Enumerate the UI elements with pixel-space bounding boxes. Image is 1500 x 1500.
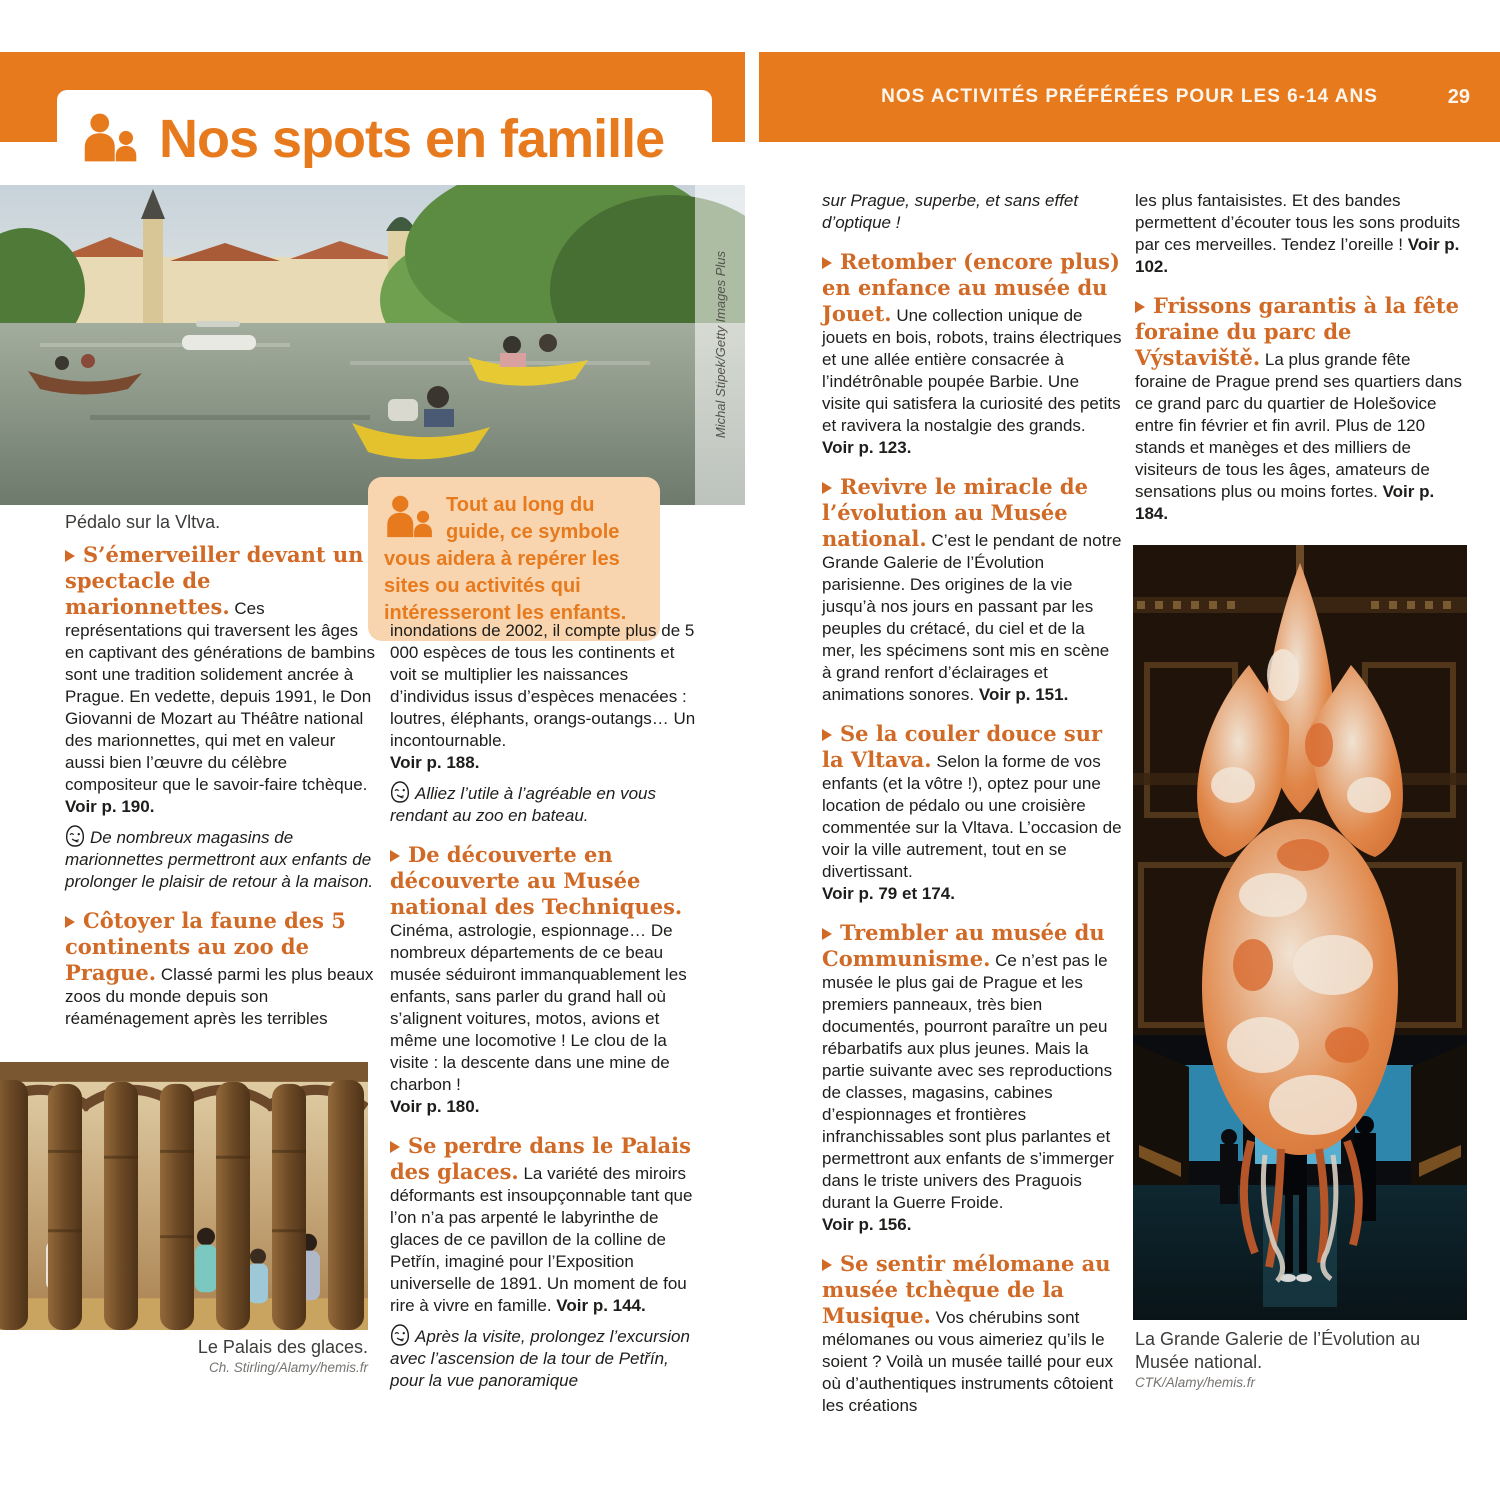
section-body: Classé parmi les plus beaux zoos du monde depuis son réaménagement après les terribles [65,965,374,1028]
kids-symbol-callout [368,477,660,641]
triangle-bullet-icon [1135,301,1145,313]
photo-musee-illustration [1133,545,1467,1320]
section-marionnettes [65,542,378,796]
photo-musee-caption-block [1135,1328,1467,1392]
section-body: Selon la forme de vos enfants (et la vôtre !), optez pour une location de pédalo ou une croisière commentée sur la Vltava. L’occasion de voir la ville autrement, tout en se divertissant. [822,752,1122,881]
section-body: La plus grande fête foraine de Prague prend ses quartiers dans ce grand parc du quartier de Holešovice entre fin février et fin avril. Plus de 120 stands et manèges et des milliers de visiteurs de tous les âges, amateurs de sensations plus ou moins fortes. [1135,350,1462,501]
section-musee-jouet [822,249,1122,459]
photo-palais-illustration [0,1062,368,1330]
section-heading: Frissons garantis à la fête foraine du parc de Výstaviště. [1135,293,1459,370]
see-page-ref: Voir p. 180. [390,1097,480,1116]
triangle-bullet-icon [822,928,832,940]
triangle-bullet-icon [65,916,75,928]
triangle-bullet-icon [390,850,400,862]
photo-vltava-credit: Michal Stipek/Getty Images Plus [712,251,728,439]
header-right-label: NOS ACTIVITÉS PRÉFÉRÉES POUR LES 6-14 ANS [881,86,1378,107]
section-heading: Se la couler douce sur la Vltava. [822,721,1103,772]
family-icon [81,112,141,167]
callout-text: Tout au long du guide, ce symbole vous aidera à repérer les sites ou activités qui intéresseront les enfants. [384,494,627,624]
section-body: inondations de 2002, il compte plus de 5 000 espèces de tous les continents et voit se multiplier les naissances d’individus issus d’espèces menacées : loutres, éléphants, orangs-outangs… Un incontournable. [390,621,696,750]
section-vltava [822,721,1122,883]
triangle-bullet-icon [65,550,75,562]
kids-tip [65,825,378,893]
section-musee-musique [822,1251,1122,1417]
kids-tip [390,1324,697,1392]
column-4 [1135,190,1465,525]
section-musee-communisme [822,920,1122,1214]
section-body: C’est le pendant de notre Grande Galerie de l’Évolution parisienne. Des origines de la vie jusqu’à nos jours en passant par les peuples du crétacé, du ciel et de la mer, les spécimens sont mis en scène à grand renfort d’éclairages et animations sonores. [822,531,1122,704]
triangle-bullet-icon [822,482,832,494]
section-heading: Se perdre dans le Palais des glaces. [390,1133,691,1184]
page-number: 29 [1447,85,1470,108]
section-heading: Côtoyer la faune des 5 continents au zoo de Prague. [65,908,346,985]
section-fete-foraine [1135,293,1465,525]
photo-vltava-pedalos [0,185,745,505]
see-page-ref: Voir p. 188. [390,753,480,772]
header-right [759,52,1500,142]
tip-text: Alliez l’utile à l’agréable en vous rendant au zoo en bateau. [390,784,656,825]
page-title: Nos spots en famille [159,109,665,169]
section-palais-glaces [390,1133,697,1317]
photo-palais-caption: Le Palais des glaces. [197,1337,368,1357]
page-title-box [57,90,712,188]
photo-palais-caption-block [0,1336,368,1377]
section-heading: Se sentir mélomane au musée tchèque de la Musique. [822,1251,1111,1328]
see-page-ref: Voir p. 123. [822,438,912,457]
tip-text: De nombreux magasins de marionnettes permettront aux enfants de prolonger le plaisir de retour à la maison. [65,828,374,891]
column-1 [65,542,378,1030]
section-musee-national [822,474,1122,706]
section-body: Ces représentations qui traversent les âges en captivant des générations de bambins sont une tradition solidement ancrée à Prague. En vedette, depuis 1991, le Don Giovanni de Mozart au Théâtre national des marionnettes, qui met en valeur aussi bien l’œuvre du célèbre compositeur que le savoir-faire tchèque. [65,599,375,794]
see-page-ref: Voir p. 102. [1135,235,1460,276]
see-page-ref: Voir p. 79 et 174. [822,884,955,903]
photo-grande-galerie-evolution [1133,545,1467,1320]
section-heading: Retomber (encore plus) en enfance au musée du Jouet. [822,249,1120,326]
section-body: Cinéma, astrologie, espionnage… De nombreux départements de ce beau musée séduiront immanquablement les enfants, sans parler du grand hall où s’alignent voitures, motos, avions et même une locomotive ! Le clou de la visite : la descente dans une mine de charbon ! [390,921,687,1094]
photo-musee-caption: La Grande Galerie de l’Évolution au Musée national. [1135,1329,1421,1372]
see-page-ref: Voir p. 151. [978,685,1069,704]
triangle-bullet-icon [390,1141,400,1153]
section-zoo [65,908,378,1030]
smiley-kid-icon [65,825,85,847]
section-body: Ce n’est pas le musée le plus gai de Prague et les premiers panneaux, très bien documentés, pourront paraître un peu rébarbatifs aux plus jeunes. Mais la partie suivante avec ses reproductions de classes, magasins, cabines d’espionnages et frontières infranchissables sont plus parlantes et permettront aux enfants de s’immerger dans le triste univers des Praguois durant la Guerre Froide. [822,951,1114,1212]
column-2 [390,620,697,1392]
photo-credit-strip [695,185,745,505]
photo-musee-credit: CTK/Alamy/hemis.fr [1135,1375,1256,1390]
musique-continuation [1135,190,1465,278]
section-heading: Trembler au musée du Communisme. [822,920,1105,971]
smiley-kid-icon [390,1324,410,1346]
triangle-bullet-icon [822,729,832,741]
triangle-bullet-icon [822,257,832,269]
section-body: les plus fantaisistes. Et des bandes permettent d’écouter tous les sons produits par ces merveilles. Tendez l’oreille ! [1135,191,1461,254]
tip-text: Après la visite, prolongez l’excursion avec l’ascension de la tour de Petřín, pour la vue panoramique [390,1327,690,1390]
section-heading: Revivre le miracle de l’évolution au Musée national. [822,474,1088,551]
family-icon [384,494,436,543]
section-musee-techniques [390,842,697,1096]
kids-tip [390,781,697,827]
see-page-ref: Voir p. 190. [65,797,155,816]
section-heading: S’émerveiller devant un spectacle de marionnettes. [65,542,364,619]
photo-palais-credit: Ch. Stirling/Alamy/hemis.fr [208,1360,368,1375]
petrin-continuation: sur Prague, superbe, et sans effet d’optique ! [822,191,1079,232]
section-body: Vos chérubins sont mélomanes ou vous aimeriez qu’ils le soient ? Voilà un musée taillé pour eux où d’authentiques instruments côtoient les créations [822,1308,1114,1415]
see-page-ref: Voir p. 144. [556,1296,646,1315]
section-heading: De découverte en découverte au Musée national des Techniques. [390,842,683,919]
photo-vltava-illustration [0,185,745,505]
triangle-bullet-icon [822,1259,832,1271]
zoo-continuation [390,620,697,752]
section-body: Une collection unique de jouets en bois, robots, trains électriques et une allée entière consacrée à l’indétrônable poupée Barbie. Une visite qui satisfera la curiosité des petits et ravivera la nostalgie des grands. [822,306,1122,435]
smiley-kid-icon [390,781,410,803]
section-body: La variété des miroirs déformants est insoupçonnable tant que l’on n’a pas arpenté le labyrinthe de glaces de ce pavillon de la colline de Petřín, imaginé pour l’Exposition universelle de 1891. Un moment de fou rire à vivre en famille. [390,1164,693,1315]
column-3 [822,190,1122,1417]
photo-vltava-caption: Pédalo sur la Vltva. [65,512,221,532]
see-page-ref: Voir p. 156. [822,1215,912,1234]
photo-palais-des-glaces [0,1062,368,1330]
see-page-ref: Voir p. 184. [1135,482,1435,523]
